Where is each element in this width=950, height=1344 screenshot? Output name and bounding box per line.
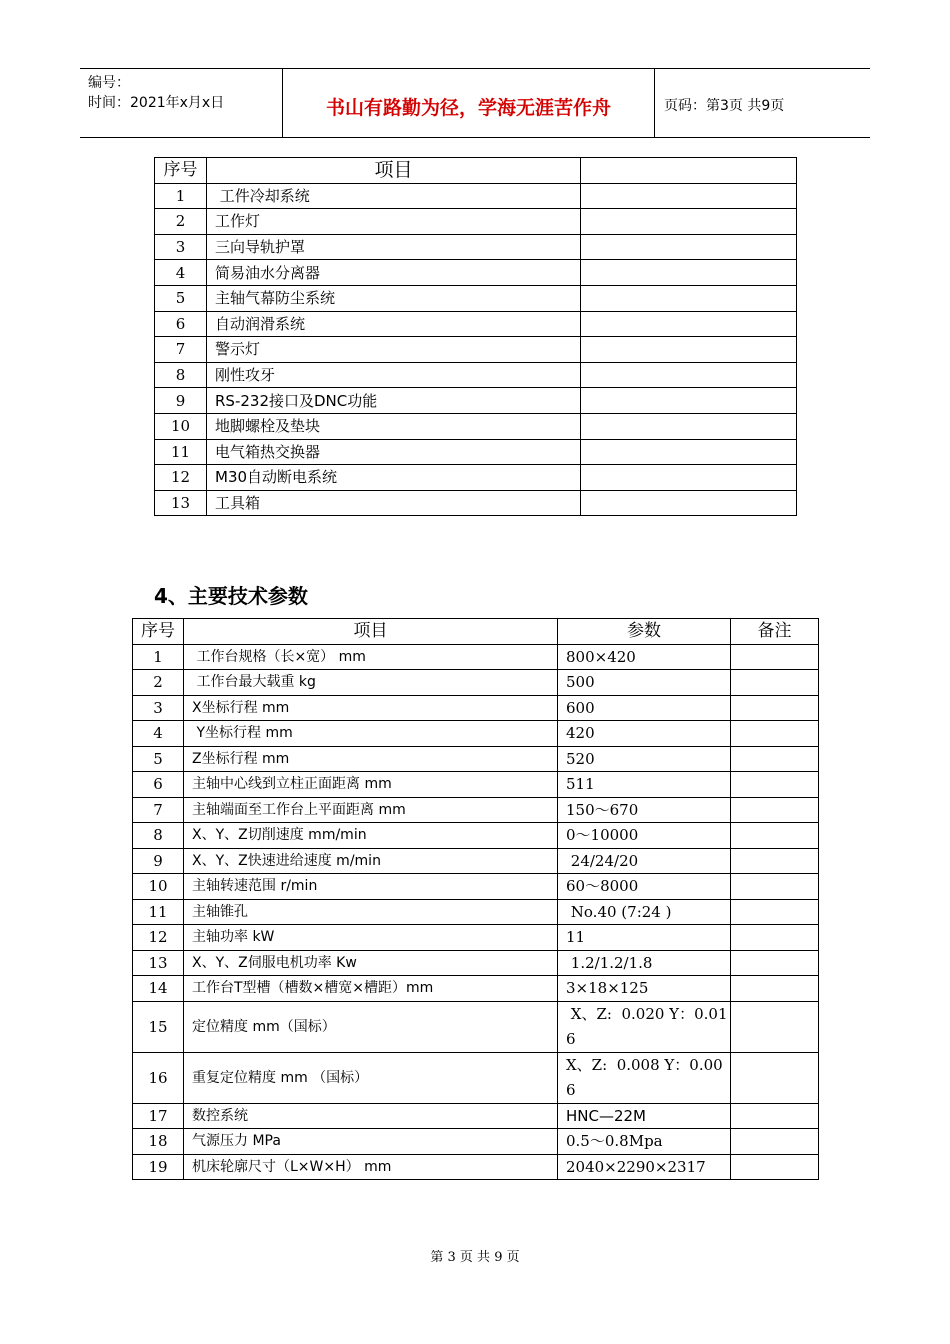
row-item: 工件冷却系统: [207, 183, 581, 209]
row-number: 3: [155, 234, 207, 260]
header-cell-item: 项目: [184, 619, 558, 645]
row-value: 24/24/20: [558, 848, 731, 874]
row-number: 6: [133, 772, 184, 798]
header-cell-no: 序号: [155, 158, 207, 184]
table-row: [133, 848, 819, 874]
table-row: [155, 234, 797, 260]
row-item: 三向导轨护罩: [207, 234, 581, 260]
row-remark: [731, 823, 819, 849]
row-value: 2040×2290×2317: [558, 1154, 731, 1180]
row-blank: [581, 388, 797, 414]
row-remark: [731, 1001, 819, 1052]
row-blank: [581, 311, 797, 337]
row-value: 11: [558, 925, 731, 951]
row-remark: [731, 772, 819, 798]
row-number: 8: [133, 823, 184, 849]
row-number: 10: [155, 413, 207, 439]
page-footer: 第 3 页 共 9 页: [430, 1250, 520, 1265]
row-item: 重复定位精度 mm （国标）: [184, 1052, 558, 1103]
table-row: [133, 1052, 819, 1103]
header-cell-remark: 备注: [731, 619, 819, 645]
row-blank: [581, 260, 797, 286]
row-item: X、Y、Z伺服电机功率 Kw: [184, 950, 558, 976]
table-row: [133, 899, 819, 925]
row-item: 警示灯: [207, 337, 581, 363]
row-item: 主轴转速范围 r/min: [184, 874, 558, 900]
row-number: 2: [133, 670, 184, 696]
row-item: 主轴端面至工作台上平面距离 mm: [184, 797, 558, 823]
row-number: 9: [133, 848, 184, 874]
header-cell-blank: [581, 158, 797, 184]
row-number: 14: [133, 976, 184, 1002]
table-row: [155, 439, 797, 465]
row-item: 工具箱: [207, 490, 581, 516]
row-remark: [731, 950, 819, 976]
row-remark: [731, 695, 819, 721]
code-label: 编号：: [88, 75, 130, 91]
row-number: 2: [155, 209, 207, 235]
header-motto: 书山有路勤为径，学海无涯苦作舟: [325, 96, 611, 119]
table-row: [155, 183, 797, 209]
table-row: [133, 976, 819, 1002]
row-value: 150～670: [558, 797, 731, 823]
row-remark: [731, 874, 819, 900]
row-item: RS-232接口及DNC功能: [207, 388, 581, 414]
row-blank: [581, 285, 797, 311]
row-remark: [731, 1129, 819, 1155]
row-item: X、Y、Z快速进给速度 m/min: [184, 848, 558, 874]
table-row: [155, 209, 797, 235]
section-title: 4、主要技术参数: [154, 584, 308, 608]
row-blank: [581, 234, 797, 260]
table-row: [155, 285, 797, 311]
header-divider: [654, 69, 655, 137]
table-row: [133, 772, 819, 798]
row-item: X、Y、Z切削速度 mm/min: [184, 823, 558, 849]
row-item: 定位精度 mm（国标）: [184, 1001, 558, 1052]
row-blank: [581, 183, 797, 209]
table-row: [133, 874, 819, 900]
table-row: [133, 1154, 819, 1180]
row-item: 工作台规格（长×宽） mm: [184, 644, 558, 670]
row-blank: [581, 209, 797, 235]
table-header-row: [133, 619, 819, 645]
row-number: 18: [133, 1129, 184, 1155]
row-number: 3: [133, 695, 184, 721]
row-item: 工作台T型槽（槽数×槽宽×槽距）mm: [184, 976, 558, 1002]
table-row: [133, 670, 819, 696]
row-value: 800×420: [558, 644, 731, 670]
row-remark: [731, 899, 819, 925]
row-number: 9: [155, 388, 207, 414]
row-number: 11: [133, 899, 184, 925]
row-item: M30自动断电系统: [207, 465, 581, 491]
row-number: 11: [155, 439, 207, 465]
row-item: 数控系统: [184, 1103, 558, 1129]
spec-table: [132, 618, 819, 1180]
table-row: [133, 644, 819, 670]
row-value: X、Z: 0.020 Y：0.016: [558, 1001, 731, 1052]
row-number: 17: [133, 1103, 184, 1129]
table-row: [155, 337, 797, 363]
row-number: 19: [133, 1154, 184, 1180]
table-row: [133, 1129, 819, 1155]
row-number: 5: [155, 285, 207, 311]
header-cell-item: 项目: [207, 158, 581, 184]
row-value: 511: [558, 772, 731, 798]
row-number: 8: [155, 362, 207, 388]
row-number: 1: [133, 644, 184, 670]
row-remark: [731, 848, 819, 874]
row-remark: [731, 925, 819, 951]
row-blank: [581, 362, 797, 388]
row-item: 自动润滑系统: [207, 311, 581, 337]
row-remark: [731, 976, 819, 1002]
row-item: 工作灯: [207, 209, 581, 235]
row-remark: [731, 1103, 819, 1129]
header-meta: [88, 73, 224, 113]
row-item: 主轴中心线到立柱正面距离 mm: [184, 772, 558, 798]
table-row: [133, 823, 819, 849]
row-number: 7: [155, 337, 207, 363]
row-item: 主轴锥孔: [184, 899, 558, 925]
row-number: 6: [155, 311, 207, 337]
table-row: [155, 311, 797, 337]
row-item: 主轴功率 kW: [184, 925, 558, 951]
row-item: 机床轮廓尺寸（L×W×H） mm: [184, 1154, 558, 1180]
row-remark: [731, 746, 819, 772]
table-row: [155, 465, 797, 491]
row-item: Y坐标行程 mm: [184, 721, 558, 747]
header-cell-value: 参数: [558, 619, 731, 645]
row-value: 60～8000: [558, 874, 731, 900]
row-item: 工作台最大载重 kg: [184, 670, 558, 696]
row-item: 气源压力 MPa: [184, 1129, 558, 1155]
table-row: [155, 490, 797, 516]
row-number: 12: [155, 465, 207, 491]
table-row: [133, 746, 819, 772]
row-number: 13: [155, 490, 207, 516]
row-value: HNC—22M: [558, 1103, 731, 1129]
row-number: 7: [133, 797, 184, 823]
row-number: 16: [133, 1052, 184, 1103]
row-value: 520: [558, 746, 731, 772]
row-item: 主轴气幕防尘系统: [207, 285, 581, 311]
row-number: 1: [155, 183, 207, 209]
time-label: 时间：2021年x月x日: [88, 95, 225, 111]
row-item: X坐标行程 mm: [184, 695, 558, 721]
table-row: [133, 797, 819, 823]
row-item: Z坐标行程 mm: [184, 746, 558, 772]
row-number: 13: [133, 950, 184, 976]
table-row: [155, 362, 797, 388]
row-item: 电气箱热交换器: [207, 439, 581, 465]
page-header: [80, 68, 870, 138]
row-number: 10: [133, 874, 184, 900]
accessory-table: [154, 157, 797, 516]
table-row: [133, 721, 819, 747]
row-remark: [731, 797, 819, 823]
row-number: 4: [155, 260, 207, 286]
table-row: [155, 260, 797, 286]
row-item: 刚性攻牙: [207, 362, 581, 388]
row-value: 500: [558, 670, 731, 696]
row-number: 15: [133, 1001, 184, 1052]
row-number: 12: [133, 925, 184, 951]
table-header-row: [155, 158, 797, 184]
row-item: 简易油水分离器: [207, 260, 581, 286]
row-value: X、Z: 0.008 Y：0.006: [558, 1052, 731, 1103]
row-number: 5: [133, 746, 184, 772]
row-value: 3×18×125: [558, 976, 731, 1002]
table-row: [133, 1103, 819, 1129]
row-value: No.40 (7:24 ): [558, 899, 731, 925]
header-cell-no: 序号: [133, 619, 184, 645]
row-value: 0.5～0.8Mpa: [558, 1129, 731, 1155]
row-item: 地脚螺栓及垫块: [207, 413, 581, 439]
row-blank: [581, 439, 797, 465]
row-remark: [731, 721, 819, 747]
table-row: [133, 925, 819, 951]
table-row: [133, 1001, 819, 1052]
row-remark: [731, 644, 819, 670]
row-remark: [731, 1154, 819, 1180]
row-blank: [581, 490, 797, 516]
row-blank: [581, 337, 797, 363]
header-page-number: 页码：第3页 共9页: [664, 98, 785, 114]
table-row: [155, 413, 797, 439]
table-row: [155, 388, 797, 414]
row-blank: [581, 465, 797, 491]
row-value: 0～10000: [558, 823, 731, 849]
row-value: 600: [558, 695, 731, 721]
row-value: 420: [558, 721, 731, 747]
row-value: 1.2/1.2/1.8: [558, 950, 731, 976]
row-remark: [731, 1052, 819, 1103]
table-row: [133, 695, 819, 721]
table-row: [133, 950, 819, 976]
row-blank: [581, 413, 797, 439]
row-remark: [731, 670, 819, 696]
row-number: 4: [133, 721, 184, 747]
